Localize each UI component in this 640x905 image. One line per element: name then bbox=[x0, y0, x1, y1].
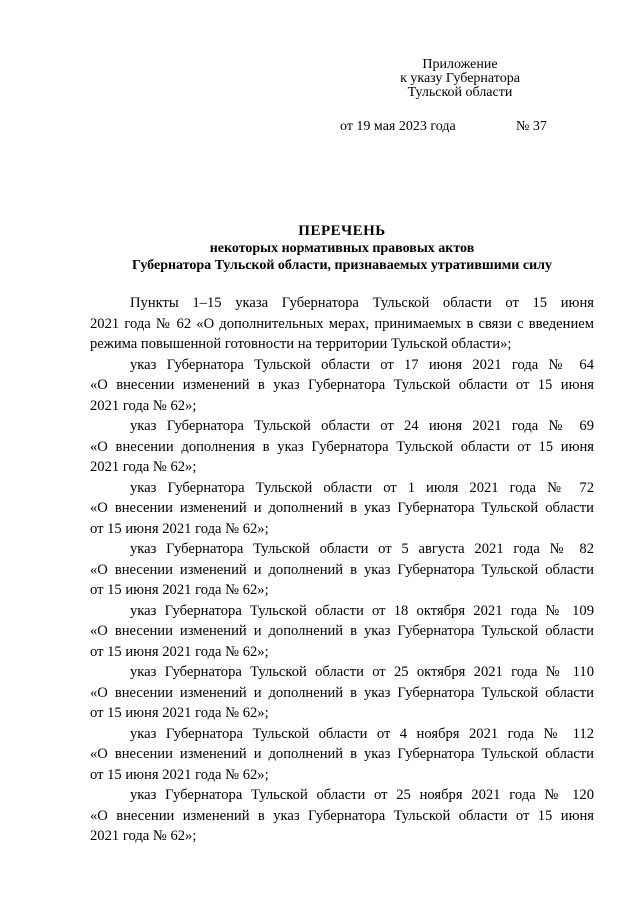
list-item-line: от 15 июня 2021 года № 62»; bbox=[90, 520, 269, 537]
list-item bbox=[90, 416, 594, 478]
appendix-line-2: к указу Губернатора bbox=[400, 71, 520, 86]
list-item-line: режима повышенной готовности на территории Тульской области»; bbox=[90, 336, 512, 352]
list-item-line: «О внесении изменений и дополнений в указ Губернатора Тульской области bbox=[90, 746, 594, 762]
list-item bbox=[90, 293, 594, 355]
list-item-line: «О внесении изменений и дополнений в указ Губернатора Тульской области bbox=[90, 623, 594, 639]
list-item-line: указ Губернатора Тульской области от 18 октября 2021 года № 109 bbox=[130, 602, 594, 619]
list-item-line: от 15 июня 2021 года № 62»; bbox=[90, 582, 269, 598]
title-heading: ПЕРЕЧЕНЬ bbox=[298, 223, 386, 239]
list-item-line: указ Губернатора Тульской области от 25 октября 2021 года № 110 bbox=[130, 664, 594, 680]
list-item bbox=[90, 724, 594, 786]
appendix-line-1: Приложение bbox=[422, 57, 498, 72]
list-item-line: указ Губернатора Тульской области от 25 ноября 2021 года № 120 bbox=[130, 787, 594, 803]
list-item-line: от 15 июня 2021 года № 62»; bbox=[90, 643, 269, 660]
list-item bbox=[90, 785, 594, 847]
list-item-line: указ Губернатора Тульской области от 4 ноября 2021 года № 112 bbox=[130, 725, 594, 742]
title-line-2: некоторых нормативных правовых актов bbox=[209, 241, 475, 256]
list-item-line: Пункты 1–15 указа Губернатора Тульской области от 15 июня bbox=[130, 295, 594, 311]
title-line-3: Губернатора Тульской области, признаваемых утратившими силу bbox=[131, 258, 552, 273]
decree-date: от 19 мая 2023 года bbox=[340, 119, 456, 134]
date-number-line bbox=[340, 119, 547, 135]
list-item-line: от 15 июня 2021 года № 62»; bbox=[90, 705, 269, 721]
list-item bbox=[90, 355, 594, 417]
list-item-line: от 15 июня 2021 года № 62»; bbox=[90, 766, 269, 783]
document-title bbox=[90, 222, 594, 274]
list-item-line: 2021 года № 62»; bbox=[90, 828, 197, 844]
list-item-line: «О внесении дополнения в указ Губернатора Тульской области от 15 июня bbox=[90, 438, 594, 455]
list-item-line: 2021 года № 62»; bbox=[90, 459, 197, 475]
list-item-line: указ Губернатора Тульской области от 17 июня 2021 года № 64 bbox=[130, 356, 594, 373]
list-item-line: «О внесении изменений и дополнений в указ Губернатора Тульской области bbox=[90, 500, 594, 516]
appendix-line-3: Тульской области bbox=[407, 85, 513, 100]
appendix-header bbox=[360, 58, 560, 100]
list-item bbox=[90, 601, 594, 663]
list-item-line: указ Губернатора Тульской области от 1 июля 2021 года № 72 bbox=[130, 479, 594, 496]
list-item-line: указ Губернатора Тульской области от 5 августа 2021 года № 82 bbox=[130, 541, 594, 557]
list-item-line: «О внесении изменений в указ Губернатора Тульской области от 15 июня bbox=[90, 807, 594, 824]
list-item bbox=[90, 478, 594, 540]
list-item-line: «О внесении изменений в указ Губернатора Тульской области от 15 июня bbox=[90, 377, 594, 393]
list-item-line: «О внесении изменений и дополнений в указ Губернатора Тульской области bbox=[90, 561, 594, 578]
list-item-line: 2021 года № 62»; bbox=[90, 397, 197, 414]
list-item bbox=[90, 662, 594, 724]
list-item-line: «О внесении изменений и дополнений в указ Губернатора Тульской области bbox=[90, 684, 594, 701]
acts-list bbox=[90, 293, 594, 847]
list-item-line: указ Губернатора Тульской области от 24 июня 2021 года № 69 bbox=[130, 418, 594, 434]
decree-number: № 37 bbox=[516, 119, 547, 134]
list-item-line: 2021 года № 62 «О дополнительных мерах, принимаемых в связи с введением bbox=[90, 315, 594, 332]
list-item bbox=[90, 539, 594, 601]
